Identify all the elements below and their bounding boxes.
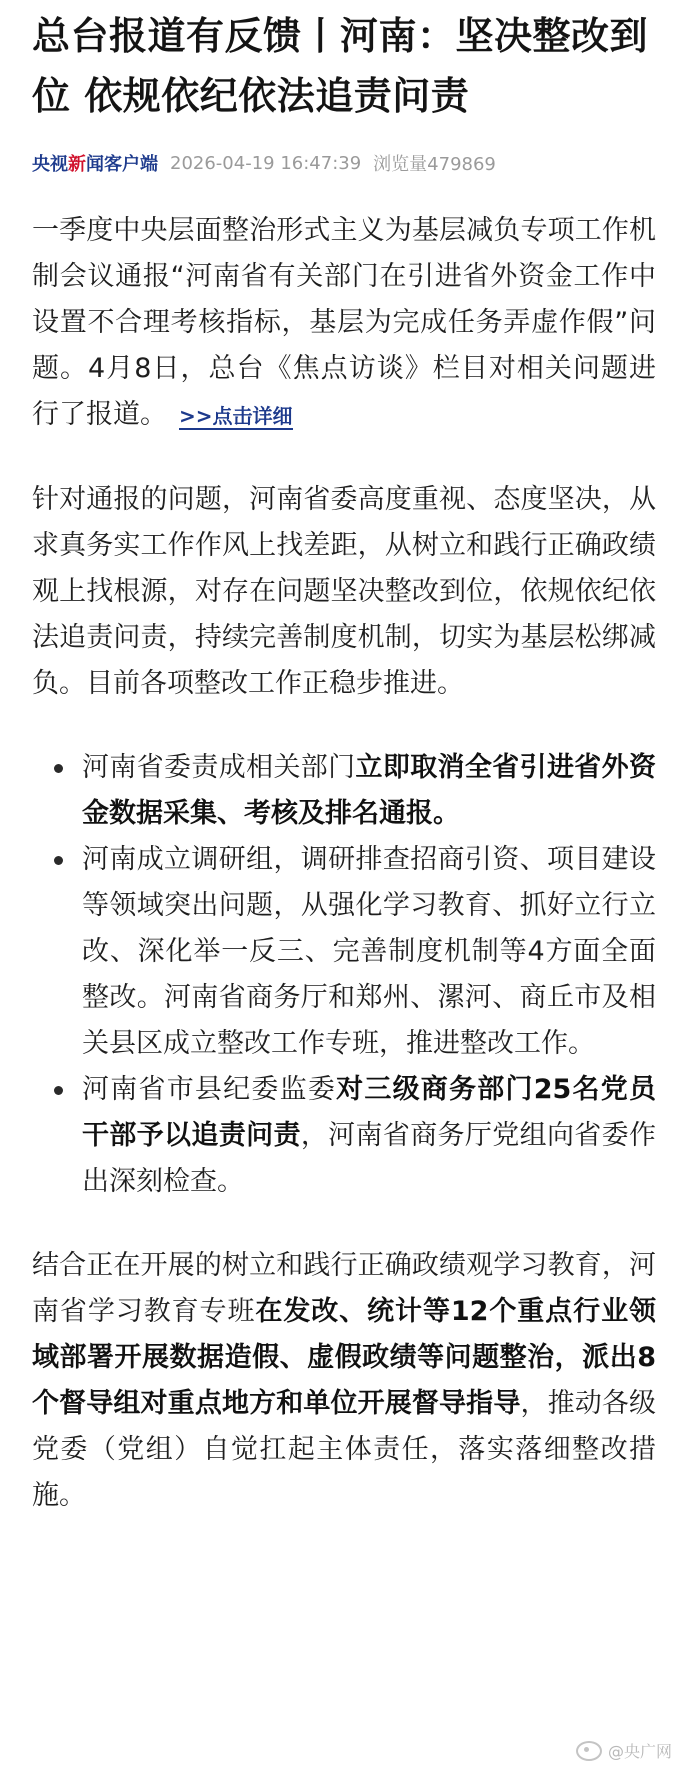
paragraph-3-bold: 在发改、统计等12个重点行业领域部署开展数据造假、虚假政绩等问题整治，派出8个督导组对重点地方和单位开展督导指导 xyxy=(32,1296,657,1419)
paragraph-3-text: 结合正在开展的树立和践行正确政绩观学习教育，河南省学习教育专班 xyxy=(32,1250,656,1327)
article-title: 总台报道有反馈丨河南：坚决整改到位 依规依纪依法追责问责 xyxy=(32,14,649,118)
paragraph-3-tail: ，推动各级党委（党组）自觉扛起主体责任，落实落细整改措施。 xyxy=(32,1388,657,1511)
bullet-3-tail: ，河南省商务厅党组向省委作出深刻检查。 xyxy=(82,1120,657,1197)
bullet-2-text: 河南成立调研组，调研排查招商引资、项目建设等领域突出问题，从强化学习教育、抓好立行立改、深化举一反三、完善制度机制等4方面全面整改。河南省商务厅和郑州、漯河、商丘市及相关县区成立整改工作专班，推进整改工作。 xyxy=(82,844,656,1059)
weibo-icon xyxy=(576,1741,602,1761)
bullet-dot-icon xyxy=(54,764,63,773)
bullet-dot-icon xyxy=(54,1086,63,1095)
list-item xyxy=(32,745,656,837)
bullet-dot-icon xyxy=(54,856,63,865)
paragraph-1 xyxy=(32,208,656,439)
paragraph-1-text: 一季度中央层面整治形式主义为基层减负专项工作机制会议通报“河南省有关部门在引进省外资金工作中设置不合理考核指标，基层为完成任务弄虚作假”问题。4月8日，总台《焦点访谈》栏目对相关问题进行了报道。 xyxy=(32,215,656,430)
bullet-1-bold: 立即取消全省引进省外资金数据采集、考核及排名通报。 xyxy=(82,752,656,829)
paragraph-2: 针对通报的问题，河南省委高度重视、态度坚决，从求真务实工作作风上找差距，从树立和践行正确政绩观上找根源，对存在问题坚决整改到位，依规依纪依法追责问责，持续完善制度机制，切实为基层松绑减负。目前各项整改工作正稳步推进。 xyxy=(32,484,656,699)
publish-datetime: 2026-04-19 16:47:39 xyxy=(170,152,362,174)
watermark-text: @央广网 xyxy=(607,1742,672,1761)
article-meta xyxy=(32,148,656,178)
source-name[interactable] xyxy=(32,150,158,176)
view-count: 浏览量479869 xyxy=(373,154,496,175)
source-part-a: 央视 xyxy=(32,154,68,175)
source-part-c: 闻客户端 xyxy=(86,154,158,175)
list-item xyxy=(32,1067,656,1205)
detail-link[interactable]: >>点击详细 xyxy=(179,404,293,428)
bullet-3-text: 河南省市县纪委监委 xyxy=(82,1074,337,1105)
bullet-list xyxy=(32,745,656,1205)
paragraph-3 xyxy=(32,1243,656,1519)
bullet-3-bold: 对三级商务部门25名党员干部予以追责问责 xyxy=(82,1074,657,1151)
list-item xyxy=(32,837,656,1067)
watermark xyxy=(576,1739,672,1762)
bullet-1-text: 河南省委责成相关部门 xyxy=(82,752,356,783)
source-part-b: 新 xyxy=(68,154,86,175)
